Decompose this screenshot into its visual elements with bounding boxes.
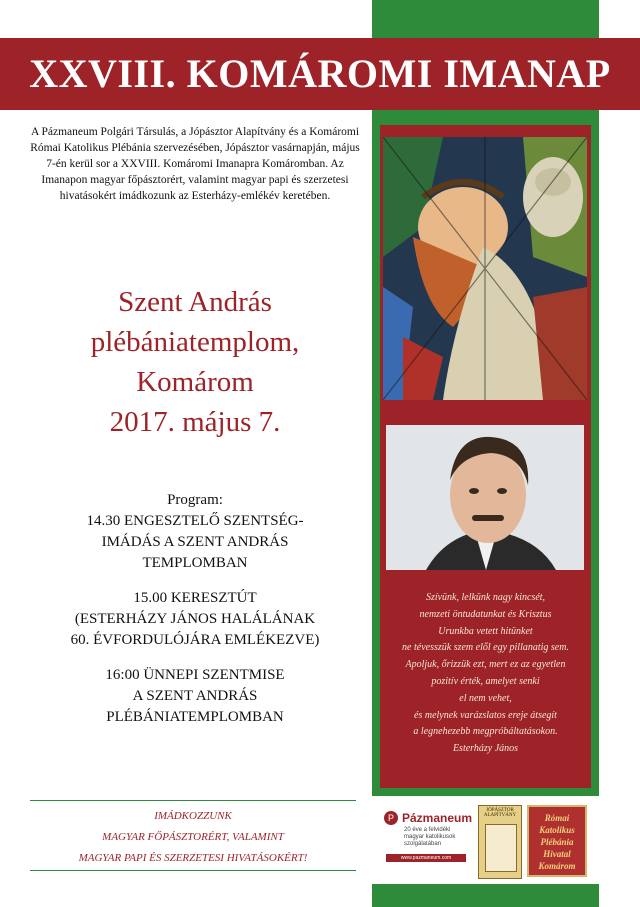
quote-line: nemzeti öntudatunkat és Krisztus (419, 608, 552, 620)
shepherd-icon (485, 824, 517, 872)
quote-line: a legnehezebb megpróbáltatásokon. (413, 726, 558, 738)
prayer-block (30, 806, 356, 869)
program-line: A SZENT ANDRÁS (132, 688, 258, 704)
program-item (20, 588, 370, 651)
pazmaneum-desc: 20 éve a felvidéki magyar katolikusok szolgálatában (404, 827, 456, 847)
pazmaneum-name: Pázmaneum (402, 811, 473, 825)
jopasztor-label: JÓPÁSZTOR ALAPÍTVÁNY (483, 808, 517, 818)
parish-label (529, 807, 585, 872)
event-date: 2017. május 7. (109, 406, 281, 438)
venue-line: Szent András (118, 286, 272, 318)
quote-line: és melynek varázslatos ereje átsegít (414, 709, 557, 721)
program-line: 16:00 ÜNNEPI SZENTMISE (105, 667, 285, 683)
page-title: XXVIII. KOMÁROMI IMANAP (0, 38, 640, 110)
pazmaneum-mark-icon: P (384, 811, 398, 825)
portrait-drawing (386, 425, 584, 570)
parish-logo (527, 805, 587, 877)
prayer-line: MAGYAR FŐPÁSZTORÉRT, VALAMINT (102, 831, 284, 843)
program-line: 14.30 ENGESZTELŐ SZENTSÉG- (86, 513, 304, 529)
parish-line: Plébánia (540, 837, 574, 847)
program-block (20, 490, 370, 742)
quote-line: pozitív érték, amelyet senki (431, 675, 540, 687)
quote-line: Szívünk, lelkünk nagy kincsét, (425, 592, 546, 603)
program-heading: Program: (167, 492, 223, 508)
program-line: PLÉBÁNIATEMPLOMBAN (106, 709, 284, 725)
stained-glass-drawing (383, 137, 587, 400)
program-item (20, 511, 370, 574)
quote-block (387, 590, 584, 758)
prayer-line: IMÁDKOZZUNK (154, 810, 232, 822)
quote-author: Esterházy János (452, 743, 519, 755)
pazmaneum-logo (380, 805, 472, 877)
quote-line: el nem vehet, (459, 692, 512, 704)
portrait-image (386, 425, 584, 570)
quote-line: ne tévesszük szem elől egy pillanatig sem. (402, 642, 569, 654)
quote-line: Apoljuk, őrizzük ezt, mert ez az egyetlen (405, 659, 566, 671)
program-line: TEMPLOMBAN (142, 555, 248, 571)
quote-line: Urunkba vetett hitünket (438, 625, 533, 637)
parish-line: Komárom (538, 861, 576, 871)
divider (30, 870, 356, 871)
program-item (20, 665, 370, 728)
parish-line: Katolikus (539, 825, 575, 835)
program-line: (ESTERHÁZY JÁNOS HALÁLÁNAK (74, 611, 316, 627)
venue-line: plébániatemplom, (90, 326, 300, 358)
stained-glass-image (383, 137, 587, 400)
intro-text: A Pázmaneum Polgári Társulás, a Jópásztor Alapítvány és a Komáromi Római Katolikus Plébánia szervezésében, Jópásztor vasárnapján, május 7-én kerül sor a XXVIII. Komáromi Imanapra Komáromban. Az Imanapon magyar főpásztorért, valamint magyar papi és szerzetesi hivatásokért imádkozunk az Esterházy-emlékév keretében. (30, 126, 360, 202)
parish-line: Hivatal (543, 849, 571, 859)
venue-line: Komárom (136, 366, 254, 398)
program-line: 60. ÉVFORDULÓJÁRA EMLÉKEZVE) (70, 632, 320, 648)
jopasztor-logo (478, 805, 522, 879)
venue-block (20, 282, 370, 442)
program-line: IMÁDÁS A SZENT ANDRÁS (101, 534, 289, 550)
parish-line: Római (544, 813, 570, 823)
prayer-line: MAGYAR PAPI ÉS SZERZETESI HIVATÁSOKÉRT! (78, 852, 308, 864)
program-line: 15.00 KERESZTÚT (133, 590, 257, 606)
divider (30, 800, 356, 801)
pazmaneum-url: www.pazmaneum.com (386, 854, 466, 862)
